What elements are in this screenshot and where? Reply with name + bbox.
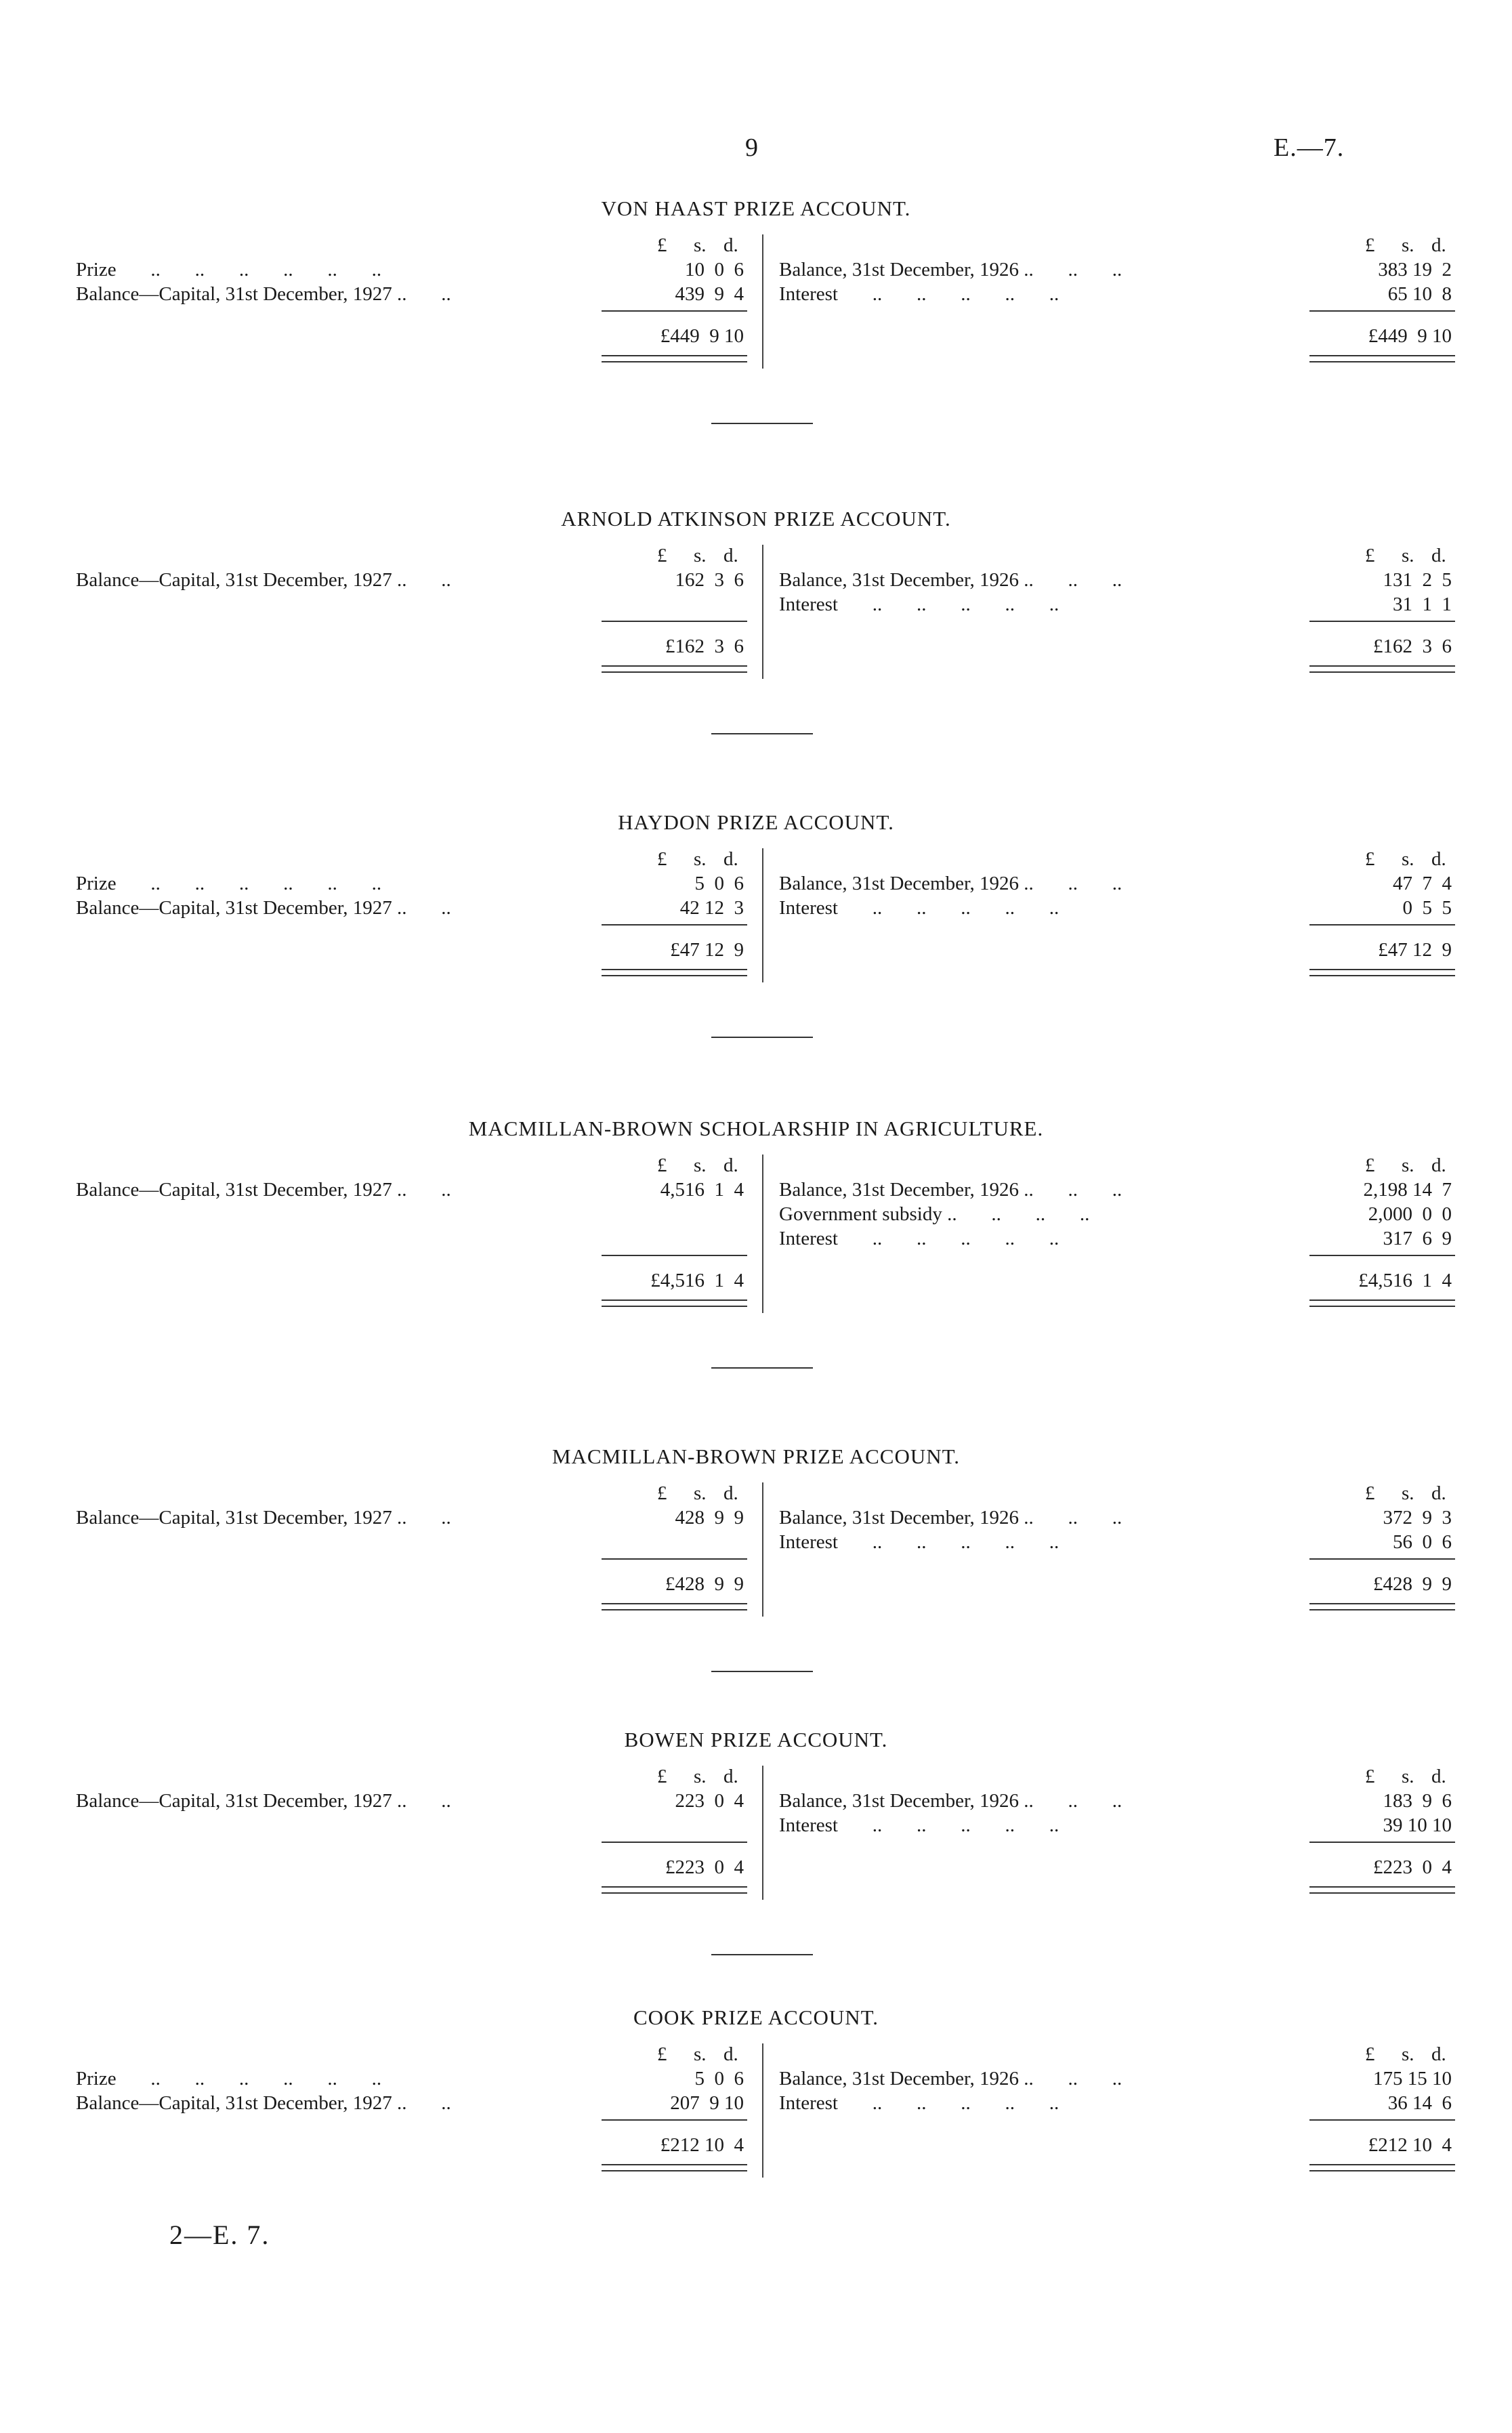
debit-item-label: Balance—Capital, 31st December, 1927 .. .. <box>76 2092 451 2114</box>
debit-item-label: Balance—Capital, 31st December, 1927 .. .. <box>76 1179 451 1201</box>
credit-header-pence: d. <box>1431 848 1446 870</box>
credit-total-double-rule <box>1309 1886 1455 1894</box>
credit-header-shillings: s. <box>1402 545 1414 566</box>
debit-header-pence: d. <box>723 1482 738 1504</box>
page-code: E.—7. <box>1274 133 1345 162</box>
debit-total-double-rule <box>602 355 747 362</box>
debit-item-label: Balance—Capital, 31st December, 1927 .. .. <box>76 1790 451 1812</box>
credit-item-amount: 2,198 14 7 <box>1363 1179 1452 1201</box>
debit-header-shillings: s. <box>694 848 707 870</box>
debit-total-double-rule <box>602 1886 747 1894</box>
debit-subtotal-rule <box>602 310 747 312</box>
account-block <box>0 1444 1512 1648</box>
credit-total: £4,516 1 4 <box>1358 1270 1452 1291</box>
section-separator <box>711 423 813 424</box>
debit-item-amount: 4,516 1 4 <box>660 1179 744 1201</box>
debit-subtotal-rule <box>602 1255 747 1256</box>
debit-item-amount: 207 9 10 <box>670 2092 744 2114</box>
account-block <box>0 810 1512 1014</box>
credit-item-label: Balance, 31st December, 1926 .. .. .. <box>779 873 1122 894</box>
account-title: COOK PRIZE ACCOUNT. <box>633 2005 879 2029</box>
credit-total-double-rule <box>1309 1603 1455 1610</box>
debit-header-shillings: s. <box>694 1155 707 1176</box>
account-block <box>0 507 1512 710</box>
debit-header-shillings: s. <box>694 1766 707 1787</box>
account-title: HAYDON PRIZE ACCOUNT. <box>618 810 894 834</box>
credit-item-amount: 31 1 1 <box>1393 594 1452 615</box>
credit-header-pence: d. <box>1431 2043 1446 2065</box>
credit-item-amount: 39 10 10 <box>1383 1814 1452 1836</box>
credit-subtotal-rule <box>1309 1842 1455 1843</box>
credit-item-label: Interest .. .. .. .. .. <box>779 1228 1059 1249</box>
credit-header-pence: d. <box>1431 1482 1446 1504</box>
credit-total: £47 12 9 <box>1378 939 1452 961</box>
debit-header-pence: d. <box>723 545 738 566</box>
section-separator <box>711 733 813 734</box>
debit-item-amount: 5 0 6 <box>694 873 744 894</box>
debit-item-amount: 162 3 6 <box>675 569 744 591</box>
debit-item-amount: 42 12 3 <box>679 897 744 919</box>
debit-item-label: Prize .. .. .. .. .. .. <box>76 2068 382 2089</box>
credit-header-pounds: £ <box>1365 1766 1375 1787</box>
debit-total: £4,516 1 4 <box>650 1270 744 1291</box>
credit-subtotal-rule <box>1309 2119 1455 2121</box>
credit-item-label: Balance, 31st December, 1926 .. .. .. <box>779 2068 1122 2089</box>
credit-header-pounds: £ <box>1365 1482 1375 1504</box>
debit-header-pence: d. <box>723 1766 738 1787</box>
account-title: VON HAAST PRIZE ACCOUNT. <box>601 196 911 220</box>
credit-item-label: Balance, 31st December, 1926 .. .. .. <box>779 259 1122 280</box>
credit-total: £449 9 10 <box>1368 325 1452 347</box>
debit-subtotal-rule <box>602 1842 747 1843</box>
debit-header-pence: d. <box>723 848 738 870</box>
credit-item-amount: 372 9 3 <box>1383 1507 1452 1529</box>
footer-signature: 2—E. 7. <box>169 2220 270 2250</box>
credit-item-amount: 383 19 2 <box>1378 259 1452 280</box>
credit-total-double-rule <box>1309 969 1455 976</box>
credit-item-amount: 2,000 0 0 <box>1368 1203 1452 1225</box>
debit-total: £47 12 9 <box>670 939 744 961</box>
column-divider <box>762 234 763 369</box>
credit-item-label: Balance, 31st December, 1926 .. .. .. <box>779 1179 1122 1201</box>
debit-total: £428 9 9 <box>665 1573 744 1595</box>
debit-item-label: Balance—Capital, 31st December, 1927 .. .. <box>76 283 451 305</box>
debit-header-shillings: s. <box>694 545 707 566</box>
debit-total: £449 9 10 <box>660 325 744 347</box>
credit-subtotal-rule <box>1309 924 1455 926</box>
credit-header-pounds: £ <box>1365 2043 1375 2065</box>
debit-total-double-rule <box>602 1603 747 1610</box>
section-separator <box>711 1367 813 1369</box>
column-divider <box>762 1766 763 1900</box>
credit-item-label: Interest .. .. .. .. .. <box>779 2092 1059 2114</box>
credit-item-label: Government subsidy .. .. .. .. <box>779 1203 1090 1225</box>
credit-subtotal-rule <box>1309 621 1455 622</box>
credit-item-label: Interest .. .. .. .. .. <box>779 897 1059 919</box>
debit-header-pence: d. <box>723 234 738 256</box>
debit-header-pounds: £ <box>657 1766 667 1787</box>
account-title: MACMILLAN-BROWN SCHOLARSHIP IN AGRICULTURE. <box>468 1117 1044 1140</box>
credit-header-shillings: s. <box>1402 1766 1414 1787</box>
credit-header-pounds: £ <box>1365 545 1375 566</box>
credit-item-amount: 183 9 6 <box>1383 1790 1452 1812</box>
credit-header-pence: d. <box>1431 1766 1446 1787</box>
debit-header-pence: d. <box>723 1155 738 1176</box>
debit-header-pounds: £ <box>657 2043 667 2065</box>
credit-header-pence: d. <box>1431 1155 1446 1176</box>
credit-total-double-rule <box>1309 2164 1455 2171</box>
credit-total: £162 3 6 <box>1373 636 1452 657</box>
credit-subtotal-rule <box>1309 1255 1455 1256</box>
debit-item-amount: 10 0 6 <box>685 259 744 280</box>
account-title: MACMILLAN-BROWN PRIZE ACCOUNT. <box>551 1444 961 1468</box>
debit-subtotal-rule <box>602 924 747 926</box>
credit-item-label: Balance, 31st December, 1926 .. .. .. <box>779 569 1122 591</box>
debit-total-double-rule <box>602 1299 747 1307</box>
debit-total: £223 0 4 <box>665 1856 744 1878</box>
debit-item-amount: 223 0 4 <box>675 1790 744 1812</box>
credit-item-amount: 36 14 6 <box>1387 2092 1452 2114</box>
debit-header-pounds: £ <box>657 1155 667 1176</box>
debit-item-label: Balance—Capital, 31st December, 1927 .. .. <box>76 897 451 919</box>
credit-header-shillings: s. <box>1402 848 1414 870</box>
debit-item-label: Prize .. .. .. .. .. .. <box>76 873 382 894</box>
debit-subtotal-rule <box>602 621 747 622</box>
debit-item-amount: 428 9 9 <box>675 1507 744 1529</box>
credit-total: £212 10 4 <box>1368 2134 1452 2156</box>
credit-total-double-rule <box>1309 665 1455 673</box>
credit-subtotal-rule <box>1309 1558 1455 1560</box>
debit-subtotal-rule <box>602 1558 747 1560</box>
credit-item-label: Interest .. .. .. .. .. <box>779 1531 1059 1553</box>
account-block <box>0 1117 1512 1320</box>
credit-item-amount: 0 5 5 <box>1402 897 1452 919</box>
credit-item-amount: 56 0 6 <box>1393 1531 1452 1553</box>
column-divider <box>762 1482 763 1617</box>
debit-total-double-rule <box>602 2164 747 2171</box>
page-number: 9 <box>745 133 758 162</box>
credit-header-pounds: £ <box>1365 234 1375 256</box>
account-block <box>0 2005 1512 2209</box>
debit-subtotal-rule <box>602 2119 747 2121</box>
account-title: ARNOLD ATKINSON PRIZE ACCOUNT. <box>561 507 951 531</box>
debit-total: £212 10 4 <box>660 2134 744 2156</box>
credit-item-label: Balance, 31st December, 1926 .. .. .. <box>779 1507 1122 1529</box>
column-divider <box>762 545 763 679</box>
credit-header-pence: d. <box>1431 234 1446 256</box>
account-block <box>0 1728 1512 1931</box>
debit-total: £162 3 6 <box>665 636 744 657</box>
section-separator <box>711 1037 813 1038</box>
debit-item-label: Prize .. .. .. .. .. .. <box>76 259 382 280</box>
debit-header-pounds: £ <box>657 848 667 870</box>
column-divider <box>762 848 763 982</box>
debit-total-double-rule <box>602 665 747 673</box>
credit-total-double-rule <box>1309 355 1455 362</box>
credit-subtotal-rule <box>1309 310 1455 312</box>
credit-total-double-rule <box>1309 1299 1455 1307</box>
debit-header-shillings: s. <box>694 234 707 256</box>
credit-header-shillings: s. <box>1402 234 1414 256</box>
column-divider <box>762 1155 763 1313</box>
credit-item-amount: 131 2 5 <box>1383 569 1452 591</box>
debit-header-pence: d. <box>723 2043 738 2065</box>
debit-total-double-rule <box>602 969 747 976</box>
credit-item-amount: 47 7 4 <box>1393 873 1452 894</box>
debit-header-pounds: £ <box>657 234 667 256</box>
credit-header-shillings: s. <box>1402 1482 1414 1504</box>
account-title: BOWEN PRIZE ACCOUNT. <box>624 1728 888 1751</box>
column-divider <box>762 2043 763 2178</box>
credit-header-shillings: s. <box>1402 1155 1414 1176</box>
credit-item-label: Interest .. .. .. .. .. <box>779 1814 1059 1836</box>
credit-total: £428 9 9 <box>1373 1573 1452 1595</box>
debit-item-amount: 439 9 4 <box>675 283 744 305</box>
credit-item-label: Interest .. .. .. .. .. <box>779 594 1059 615</box>
section-separator <box>711 1954 813 1955</box>
credit-item-amount: 317 6 9 <box>1383 1228 1452 1249</box>
credit-item-amount: 175 15 10 <box>1373 2068 1452 2089</box>
credit-header-pence: d. <box>1431 545 1446 566</box>
debit-header-shillings: s. <box>694 1482 707 1504</box>
section-separator <box>711 1671 813 1672</box>
debit-item-label: Balance—Capital, 31st December, 1927 .. .. <box>76 1507 451 1529</box>
debit-header-pounds: £ <box>657 545 667 566</box>
credit-header-pounds: £ <box>1365 848 1375 870</box>
debit-header-pounds: £ <box>657 1482 667 1504</box>
credit-header-pounds: £ <box>1365 1155 1375 1176</box>
credit-item-amount: 65 10 8 <box>1387 283 1452 305</box>
debit-header-shillings: s. <box>694 2043 707 2065</box>
debit-item-label: Balance—Capital, 31st December, 1927 .. .. <box>76 569 451 591</box>
credit-item-label: Balance, 31st December, 1926 .. .. .. <box>779 1790 1122 1812</box>
credit-header-shillings: s. <box>1402 2043 1414 2065</box>
account-block <box>0 196 1512 400</box>
debit-item-amount: 5 0 6 <box>694 2068 744 2089</box>
credit-total: £223 0 4 <box>1373 1856 1452 1878</box>
credit-item-label: Interest .. .. .. .. .. <box>779 283 1059 305</box>
